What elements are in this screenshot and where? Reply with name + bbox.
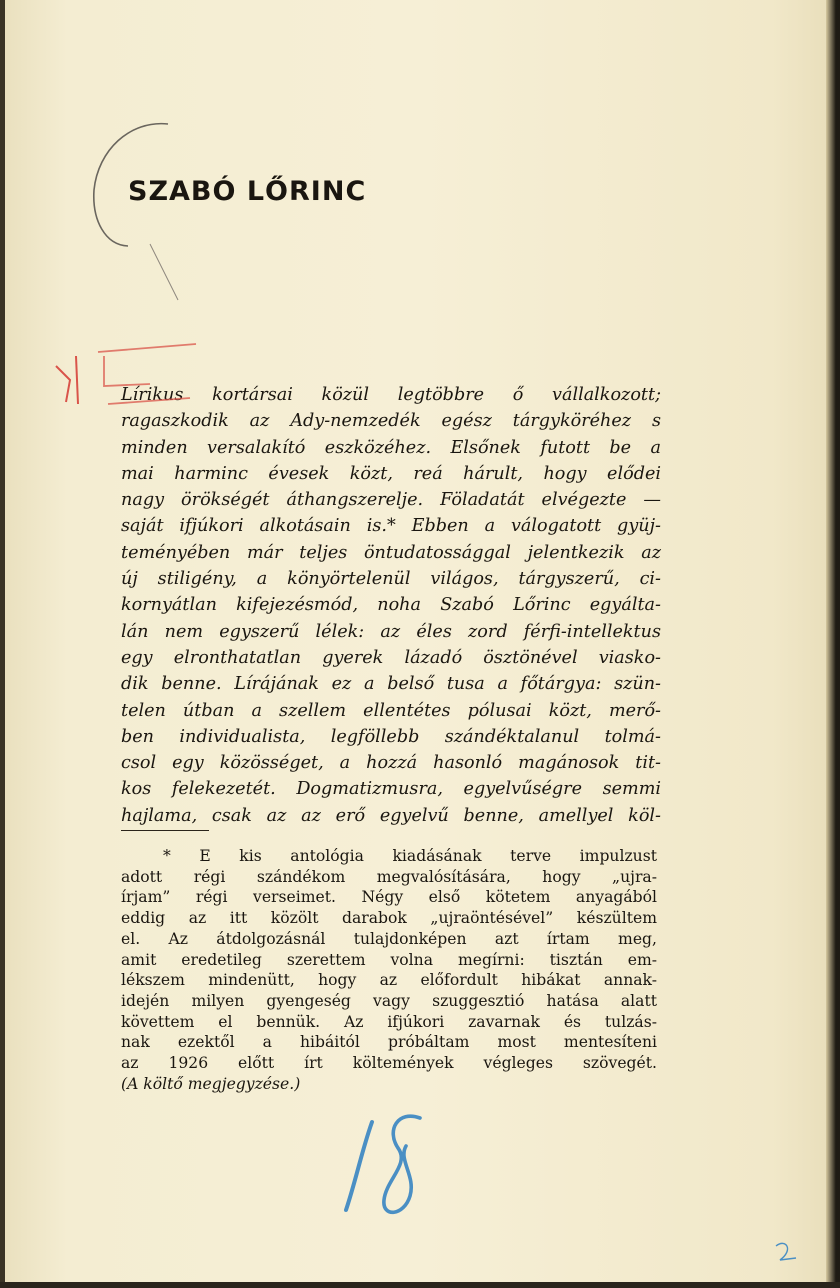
paragraph-line: kornyátlan kifejezésmód, noha Szabó Lőrinc egyálta- bbox=[121, 595, 661, 616]
footnote bbox=[121, 846, 657, 1094]
footnote-line: idején milyen gyengeség vagy szuggesztió hatása alatt bbox=[121, 991, 657, 1010]
footnote-line: írjam” régi verseimet. Négy első kötetem anyagából bbox=[121, 888, 657, 907]
footnote-line: nak ezektől a hibáitól próbáltam most mentesíteni bbox=[121, 1033, 657, 1052]
footnote-line: * E kis antológia kiadásának terve impulzust bbox=[163, 847, 657, 865]
paragraph-line: Lírikus kortársai közül legtöbbre ő vállalkozott; bbox=[121, 385, 661, 405]
page-right-edge bbox=[826, 0, 840, 1288]
footnote-attribution: (A költő megjegyzése.) bbox=[121, 1074, 301, 1093]
paragraph-line: lán nem egyszerű lélek: az éles zord férfi-intellektus bbox=[121, 621, 661, 642]
paragraph-line: minden versalakító eszközéhez. Elsőnek futott be a bbox=[121, 437, 661, 458]
author-heading: SZABÓ LŐRINC bbox=[128, 176, 367, 207]
footnote-line: eddig az itt közölt darabok „ujraöntésével” készültem bbox=[121, 909, 657, 928]
paragraph-line: nagy örökségét áthangszerelje. Föladatát elvégezte — bbox=[121, 490, 661, 511]
paragraph-line: kos felekezetét. Dogmatizmusra, egyelvűségre semmi bbox=[121, 779, 661, 800]
footnote-line: adott régi szándékom megvalósítására, hogy „ujra- bbox=[121, 867, 657, 886]
paragraph-line: csol egy közösséget, a hozzá hasonló magánosok tit- bbox=[121, 753, 661, 774]
page-bottom-edge bbox=[0, 1282, 840, 1288]
page-left-edge bbox=[0, 0, 5, 1288]
paragraph-line: egy elronthatatlan gyerek lázadó ösztönével viasko- bbox=[121, 647, 661, 668]
paragraph-line: saját ifjúkori alkotásain is.* Ebben a válogatott gyüj- bbox=[121, 516, 661, 537]
paragraph-line: telen útban a szellem ellentétes pólusai közt, merő- bbox=[121, 700, 661, 721]
paragraph-line: dik benne. Lírájának ez a belső tusa a főtárgya: szün- bbox=[121, 674, 661, 695]
paragraph-line: ragaszkodik az Ady-nemzedék egész tárgyköréhez s bbox=[121, 411, 661, 432]
footnote-line: amit eredetileg szerettem volna megírni: tisztán em- bbox=[121, 950, 657, 969]
footnote-line: lékszem mindenütt, hogy az előfordult hibákat annak- bbox=[121, 971, 657, 990]
main-paragraph bbox=[121, 382, 661, 829]
footnote-line: az 1926 előtt írt költemények végleges szövegét. bbox=[121, 1054, 657, 1073]
paragraph-line: új stiligény, a könyörtelenül világos, tárgyszerű, ci- bbox=[121, 569, 661, 590]
paragraph-line: ben individualista, legföllebb szándéktalanul tolmá- bbox=[121, 726, 661, 747]
paragraph-line: mai harminc évesek közt, reá hárult, hogy elődei bbox=[121, 463, 661, 484]
paragraph-line: hajlama, csak az az erő egyelvű benne, amellyel köl- bbox=[121, 805, 661, 826]
footnote-line: követtem el bennük. Az ifjúkori zavarnak és tulzás- bbox=[121, 1012, 657, 1031]
paragraph-line: teményében már teljes öntudatossággal jelentkezik az bbox=[121, 542, 661, 563]
footnote-separator bbox=[121, 830, 209, 831]
footnote-line: el. Az átdolgozásnál tulajdonképen azt írtam meg, bbox=[121, 929, 657, 948]
